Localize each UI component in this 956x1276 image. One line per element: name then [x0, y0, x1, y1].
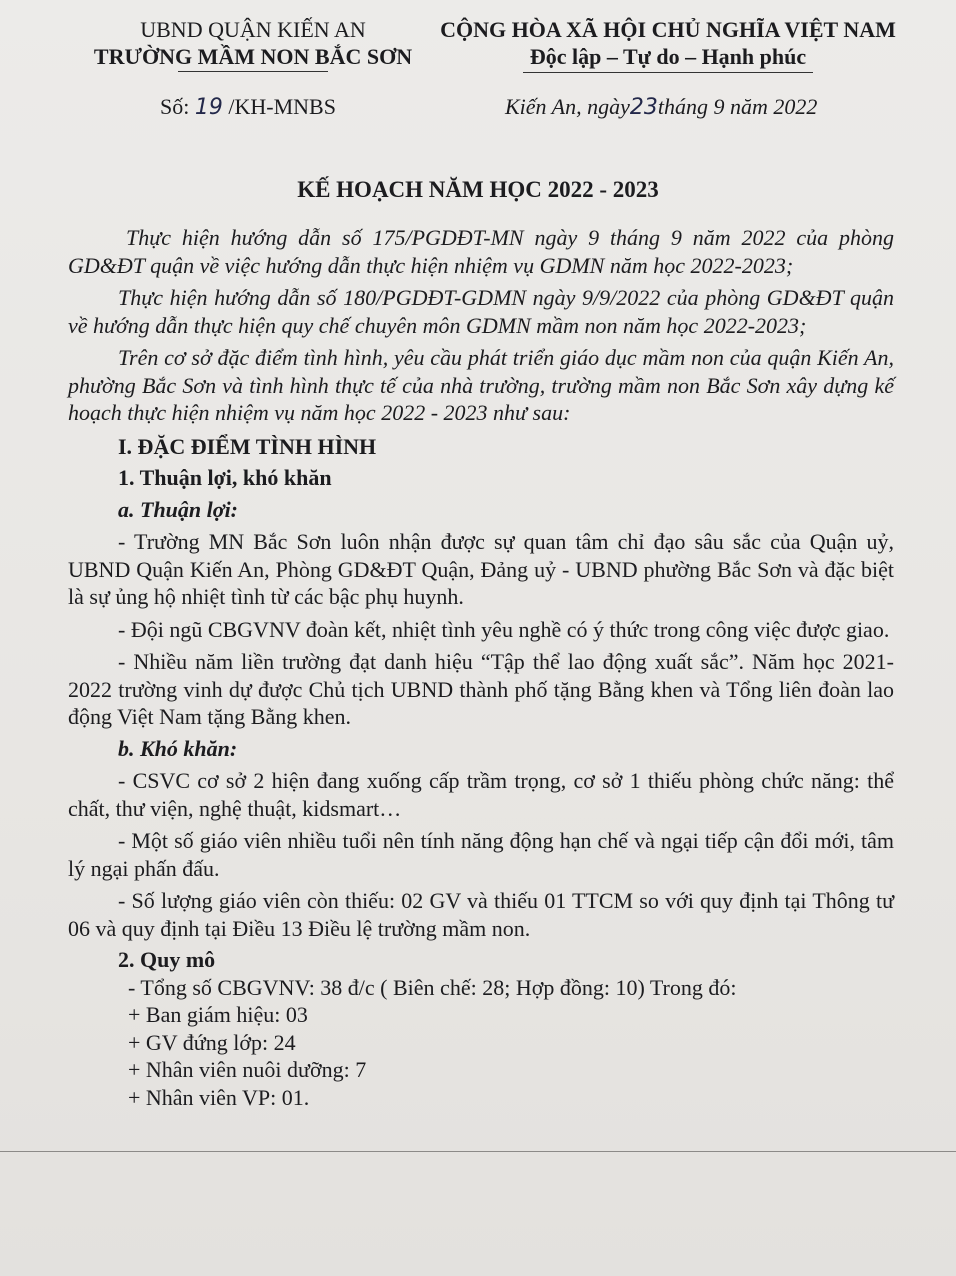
intro-paragraph-2: Thực hiện hướng dẫn số 180/PGDĐT-GDMN ngày 9/9/2022 của phòng GD&ĐT quận về hướng dẫn thực hiện quy chế chuyên môn GDMN mầm non năm học 2022-2023; [68, 285, 894, 338]
scale-item: + GV đứng lớp: 24 [128, 1029, 296, 1055]
advantage-item: - Nhiều năm liền trường đạt danh hiệu “Tập thể lao động xuất sắc”. Năm học 2021-2022 trường vinh dự được Chủ tịch UBND thành phố tặng Bằng khen và Tổng liên đoàn lao động Việt Nam tặng Bằng khen. [68, 649, 894, 729]
document-body [68, 224, 894, 1111]
document-number: Số: 19 /KH-MNBS [160, 94, 336, 120]
national-motto-block [428, 16, 908, 73]
subsection-heading-1: 1. Thuận lợi, khó khăn [118, 465, 332, 490]
advantage-item: - Đội ngũ CBGVNV đoàn kết, nhiệt tình yêu nghề có ý thức trong công việc được giao. [118, 616, 890, 642]
advantage-item: - Trường MN Bắc Sơn luôn nhận được sự quan tâm chỉ đạo sâu sắc của Quận uỷ, UBND Quận Kiến An, Phòng GD&ĐT Quận, Đảng uỷ - UBND phường Bắc Sơn và đặc biệt là sự ủng hộ nhiệt tình từ các bậc phụ huynh. [68, 529, 894, 609]
national-motto: Độc lập – Tự do – Hạnh phúc [529, 44, 807, 69]
handwritten-number: 19 [194, 95, 223, 120]
handwritten-day: 23 [629, 95, 658, 120]
issuer-underline [178, 71, 328, 72]
intro-paragraph-3: Trên cơ sở đặc điểm tình hình, yêu cầu phát triển giáo dục mầm non của quận Kiến An, phường Bắc Sơn và tình hình thực tế của nhà trường, trường mầm non Bắc Sơn xây dựng kế hoạch thực hiện nhiệm vụ năm học 2022 - 2023 như sau: [68, 345, 894, 425]
difficulty-item: - Số lượng giáo viên còn thiếu: 02 GV và thiếu 01 TTCM so với quy định tại Thông tư 06 và quy định tại Điều 13 Điều lệ trường mầm non. [68, 888, 894, 941]
issuer-block [88, 16, 418, 72]
scale-item: + Ban giám hiệu: 03 [128, 1002, 308, 1027]
issuer-school: TRƯỜNG MẦM NON BẮC SƠN [93, 44, 413, 69]
difficulties-heading: b. Khó khăn: [118, 735, 238, 761]
paper-fold-line [0, 1151, 956, 1152]
difficulty-item: - Một số giáo viên nhiều tuổi nên tính năng động hạn chế và ngại tiếp cận đổi mới, tâm lý ngại phấn đấu. [68, 828, 894, 881]
document-title: KẾ HOẠCH NĂM HỌC 2022 - 2023 [297, 177, 659, 202]
issuer-district: UBND QUẬN KIẾN AN [140, 17, 366, 42]
scale-item: + Nhân viên VP: 01. [128, 1084, 310, 1110]
subsection-heading-2: 2. Quy mô [118, 947, 216, 972]
scale-item: + Nhân viên nuôi dưỡng: 7 [128, 1057, 367, 1082]
motto-underline [523, 72, 813, 73]
scale-total: - Tổng số CBGVNV: 38 đ/c ( Biên chế: 28; Hợp đồng: 10) Trong đó: [128, 974, 737, 1000]
difficulty-item: - CSVC cơ sở 2 hiện đang xuống cấp trầm trọng, cơ sở 1 thiếu phòng chức năng: thể chất, thư viện, nghệ thuật, kidsmart… [68, 768, 894, 821]
document-date: Kiến An, ngày23tháng 9 năm 2022 [505, 94, 818, 120]
intro-paragraph-1: Thực hiện hướng dẫn số 175/PGDĐT-MN ngày 9 tháng 9 năm 2022 của phòng GD&ĐT quận về việc hướng dẫn thực hiện nhiệm vụ GDMN năm học 2022-2023; [68, 225, 894, 278]
national-title: CỘNG HÒA XÃ HỘI CHỦ NGHĨA VIỆT NAM [440, 17, 896, 42]
advantages-heading: a. Thuận lợi: [118, 496, 239, 522]
section-heading: I. ĐẶC ĐIỂM TÌNH HÌNH [118, 433, 377, 459]
